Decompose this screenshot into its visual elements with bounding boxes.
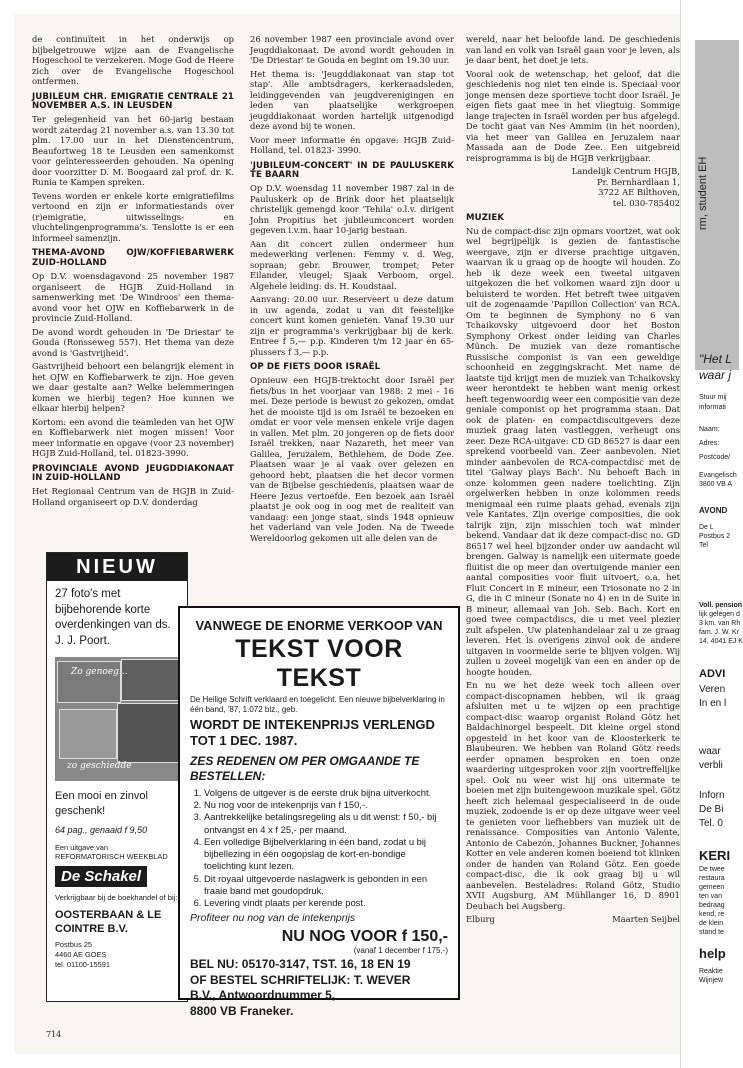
text-fragment: Evangelisch — [699, 472, 737, 479]
heading-fragment: ADVI — [699, 668, 726, 680]
tvt-profit-line: Profiteer nu nog van de intekenprijs — [190, 912, 356, 925]
text-fragment: fam. J. W. Kr — [699, 629, 740, 636]
col2-section2-title: OP DE FIETS DOOR ISRAËL — [250, 362, 381, 373]
nieuw-description: 27 foto's met bijbehorende korte overdenkingen van ds. J. J. Poort. — [55, 588, 171, 647]
form-label: Postcode/ — [699, 454, 731, 461]
schakel-logo-row — [55, 866, 179, 887]
text-fragment: kend, re — [699, 911, 725, 918]
tvt-price-note: (vanaf 1 december f 175,-) — [353, 946, 448, 956]
quote-fragment: "Het L — [699, 352, 732, 366]
text-fragment: Inforn — [699, 790, 725, 801]
text-fragment: Tel — [699, 542, 708, 549]
nieuw-publisher-name: OOSTERBAAN & LE COINTRE B.V. — [55, 908, 162, 935]
text-fragment: De twee — [699, 866, 725, 873]
heading-fragment: AVOND — [699, 506, 728, 515]
tvt-reason: 3. Aantrekkelijke betalingsregeling als u dit wenst: f 50,- bij ontvangst en 4 x f 25,- per maand. — [204, 811, 448, 835]
order-line: B.V., Antwoordnummer 5, — [190, 988, 336, 1003]
tvt-reasons-heading: ZES REDENEN OM PER OMGAANDE TE BESTELLEN: — [190, 754, 420, 783]
col2-section1-title: 'JUBILEUM-CONCERT' IN DE PAULUSKERK TE BAARN — [250, 160, 454, 181]
col2-p3: Voor meer informatie én opgave: HGJB Zuid-Holland, tel. 01823- 3990. — [250, 134, 454, 155]
text-fragment: De L — [699, 524, 714, 531]
order-line: BEL NU: 05170-3147, TST. 16, 18 EN 19 — [190, 957, 411, 972]
heading-fragment: help — [699, 946, 726, 961]
text-fragment: De Bi — [699, 804, 724, 815]
col1-section2-p4: Kortom: een avond die teamleden van het OJW en Koffiebarwerk niet mogen missen! Voor meer informatie en opgave (voor 23 november) HGJB Zuid-Holland, tel. 01823-3990. — [32, 416, 234, 458]
col3-section1-p1: Nu de compact-disc zijn opmars voortzet, wat ook wel begrijpelijk is gezien de fantastische weergave, zijn er diverse prachtige uitgaven, waarvan ik u graag op de hoogte wil houden. Zo heb ik deze week een tweetal uitgaven uitgekozen die het volkomen waard zijn door u beluisterd te worden. Het betreft twee uitgaven uit de zogenaamde 'Papillon Collection' van RCA. Om te beginnen de Symphony no 6 van Tchaikovsky uitgevoerd door het Boston Symphony Orkest onder leiding van Charles Münch. De muziek van deze romantische Russische componist is van een geweldige schoonheid en zeggingskracht. Met name de laatste tijd krijgt men de muziek van Tchaikovsky weer herontdekt te hebben want menig orkest heeft tegenwoordig weer een compositie van deze geniale componist op het programma staan. Dat ook de platen- en compactdiscuitgevers deze muziek graag laten vastleggen, verheugt ons zeer. Deze RCA-uitgave: CD GD 86527 is daar een sprekend voorbeeld van. Zeer aanbevolen. Niet minder aanbevolen de RCA-compactdisc met de titel 'Galway plays Bach'. Nu behoeft Bach in onze kolommen geen nadere toelichting. Zijn orgelwerken hebben in onze kolommen reeds menigmaal een ruime plaats gehad, evenals zijn vele Kantates. Zijn overige composities, die ook talrijk zijn, zijn misschien toch wat minder bekend. Vandaar dat ik deze compact-disc no. GD 86517 wel heel bijzonder onder uw aandacht wil brengen. Galway is namelijk een uitermate goede fluitist die op meer dan overtuigende manier een aantal composities voor fluit uitvoert, o.a. het Fluit Concert in E mineur, een Triosonate no 2 in G, die in C mineur (Sonate no 4) en in de Suite in B mineur, allemaal van Joh. Seb. Bach. Kort en goed twee compactdiscs, die u met veel plezier zult afspelen. Uw platenhandelaar zal u ze graag leveren. Het is overigens zinvol ook de andere uitgaven in voormelde serie te blijven volgen. Wij zullen u zoveel mogelijk van een en ander op de hoogte houden. — [466, 225, 680, 677]
col1-section3-title: PROVINCIALE AVOND JEUGDDIAKONAAT IN ZUID-HOLLAND — [32, 463, 234, 484]
col1-section1-p1: Ter gelegenheid van het 60-jarig bestaan wordt zaterdag 21 november a.s. van 13.30 tot plm. 17.00 uur in het Dienstencentrum, Beaufortweg 18 te Leusden een samenkomst voor geïnteresseerden gehouden. Na opening door voorzitter D. M. Boogaard zal prof. dr. K. Runia te Kampen spreken. — [32, 114, 234, 188]
text-fragment: 3800 VB A — [699, 481, 733, 488]
text-fragment: verbli — [699, 760, 723, 771]
tvt-reason: 1. Volgens de uitgever is de eerste druk bijna uitverkocht. — [204, 787, 448, 799]
col2-section1-p1: Op D.V. woensdag 11 november 1987 zal in de Pauluskerk op de Brink door het plaatselijk christelijk gemengd koor 'Tehila' o.l.v. dirigent John Propitius het jubileumconcert worden gegeven i.v.m. haar 10-jarig bestaan. — [250, 183, 454, 236]
signature-place: Elburg — [466, 914, 495, 925]
form-label: Adres: — [699, 440, 720, 447]
col2-p2: Het thema is: 'Jeugddiakonaat van stap tot stap'. Alle ambtsdragers, kerkeraadsleden, leidinggevenden van jeugdverenigingen en leden van plaatselijke werkgroepen jeugddiakonaat worden hartelijk uitgenodigd deze avond bij te wonen. — [250, 68, 454, 131]
hgjb-address — [466, 166, 680, 208]
tekst-voor-tekst-advertisement — [178, 606, 460, 1018]
tvt-price: NU NOG VOOR f 150,- — [281, 928, 448, 946]
signature — [466, 914, 680, 925]
nieuw-header: NIEUW — [47, 553, 187, 581]
text-fragment: waar — [699, 746, 721, 757]
order-line: 8800 VB Franeker. — [190, 1003, 294, 1018]
order-line: OF BESTEL SCHRIFTELIJK: T. WEVER — [190, 972, 411, 987]
text-fragment: 14, 4041 EJ K — [699, 638, 743, 645]
col1-section2-p3: Gastvrijheid behoort een belangrijk element in het OJW en Koffiebarwerk te zijn. Hoe geven we daar gestalte aan? Welke belemmeringen komen we hierbij tegen? Hoe kunnen we elkaar hierbij helpen? — [32, 361, 234, 413]
address-line: tel. 01100-15591 — [55, 960, 110, 970]
text-fragment: Voll. pension — [699, 602, 743, 609]
text-fragment: Postbus 2 — [699, 533, 731, 540]
col1-section1-p2: Tevens worden er enkele korte emigratiefilms vertoond en zijn er informatiestands over (r)emigratie, uitwisselings- en vluchtelingenprogramma's. Tenslotte is er een informeel samenzijn. — [32, 190, 234, 243]
text-fragment: de klein — [699, 920, 724, 927]
text-fragment: Wijnjew — [699, 977, 724, 984]
nieuw-address — [47, 938, 187, 972]
schakel-logo: De Schakel — [55, 866, 147, 887]
nieuw-advertisement — [46, 552, 188, 1002]
photo-collage — [55, 657, 179, 781]
text-fragment: gemeen — [699, 884, 725, 891]
photo — [121, 659, 185, 701]
col1-intro: de continuïteit in het onderwijs op bijbelgetrouwe wijze aan de Evangelische Hogeschool te verzekeren. Moge God de Heere zich over de Evangelische Hogeschool ontfermen. — [32, 34, 234, 86]
nieuw-publisher-note: Een uitgave van REFORMATORISCH WEEKBLAD — [55, 842, 168, 862]
col1-section2-title: THEMA-AVOND OJW/KOFFIEBARWERK ZUID-HOLLAND — [32, 248, 234, 269]
text-fragment: Tel. 0 — [699, 818, 723, 829]
col3-section1-title: MUZIEK — [466, 213, 505, 223]
text-fragment: stand te — [699, 929, 724, 936]
address-line: 4460 AE GOES — [55, 950, 107, 960]
col2-section1-p2: Aan dit concert zullen ondermeer hun medewerking verlenen: Femmy v. d. Weg, sopraan; gebr. Brouwer, trompet; Peter Eilander, vleugel; Sjaak Verboom, orgel. Algehele leiding: ds. H. Koudstaal. — [250, 238, 454, 291]
tvt-extension-notice: WORDT DE INTEKENPRIJS VERLENGD TOT 1 DEC. 1987. — [190, 717, 435, 748]
text-fragment: lijk gelegen d — [699, 611, 740, 618]
nieuw-gift-text: Een mooi en zinvol geschenk! — [55, 790, 148, 817]
signature-name: Maarten Seijbel — [612, 914, 680, 925]
col1-section2-p1: Op D.V. woensdagavond 25 november 1987 organiseert de HGJB Zuid-Holland in samenwerking met 'De Windroos' een thema-avond voor het OJW en Koffiebarwerk in de provincie Zuid-Holland. — [32, 271, 234, 323]
text-fragment: Reaktie — [699, 968, 723, 975]
tvt-title: TEKST VOOR TEKST — [235, 635, 403, 692]
photo — [59, 709, 117, 759]
column-1 — [32, 34, 234, 510]
col2-p1: 26 november 1987 een provinciale avond over Jeugddiakonaat. De avond wordt gehouden in 'De Driestar' te Gouda en begint om 19.30 uur. — [250, 34, 454, 65]
text-fragment: ten van — [699, 893, 722, 900]
col2-section1-p3: Aanvang: 20.00 uur. Reserveert u deze datum in uw agenda, zodat u van dit feestelijke concert kunt komen genieten. Vanaf 19.30 uur zijn er programma's verkrijgbaar bij de kerk. Entree f 5,— p.p. Kinderen t/m 12 jaar en 65-plussers f 3,— p.p. — [250, 294, 454, 357]
nieuw-availability: Verkrijgbaar bij de boekhandel of bij: — [55, 893, 178, 902]
text-fragment: Stuur mij — [699, 394, 727, 401]
address-line: Landelijk Centrum HGJB, — [571, 166, 680, 176]
col3-p1: wereld, naar het beloofde land. De geschiedenis van land en volk van Israël gaan voor je leven, als je daar bent, het doet je iets. — [466, 34, 680, 65]
tvt-intro: De Heilige Schrift verklaard en toegelicht. Een nieuwe bijbelverklaring in één band, '87, 1.072 blz., geb. — [190, 695, 445, 714]
text-fragment: In en l — [699, 698, 727, 709]
col1-section3-p1: Het Regionaal Centrum van de HGJB in Zuid-Holland organiseert op D.V. donderdag — [32, 486, 234, 507]
col2-section2-p1: Opnieuw een HGJB-trektocht door Israël per fiets/bus in het voorjaar van 1988: 2 mei - 16 mei. Deze periode is bewust zo gekozen, omdat het de mooiste tijd is om Israël te bezoeken en omdat er voor vele mensen enkele vrije dagen in vallen. Met plm. 20 jongeren op de fiets door Israël trekken, naar Nazareth, het meer van Galilea, Jeruzalem, Bethlehem, de Dode Zee. Plaatsen waar je al vaak over gelezen en gehoord hebt, plaatsen die het decor vormen van de Bijbelse geschiedenis, plaatsen waar de Heere Jezus vertoefde. Een bezoek aan Israël plaatst je ook oog in oog met de realiteit van vandaag: een jonge staat, sinds 1948 opnieuw het vaderland van vele Joden. Na de Tweede Wereldoorlog gekomen uit alle delen van de — [250, 375, 454, 543]
col3-p2: Vooral ook de wetenschap, het geloof, dat die geschiedenis nog niet ten einde is. Speciaal voor jonge mensen deze sportieve tocht door Israël. Je eigen fiets gaat mee in het vliegtuig. Sommige lange trajecten in Israël worden per bus afgelegd. De tocht gaat van Nes Ammim (in het noorden), via het meer van Galilea en Jeruzalem naar Massada aan de Dode Zee. Een uitgebreid reisprogramma is bij de HGJB verkrijgbaar. — [466, 68, 680, 163]
address-line: Pr. Bernhardlaan 1, — [596, 176, 680, 187]
heading-fragment: KERI — [699, 848, 731, 863]
text-fragment: bedraag — [699, 902, 725, 909]
quote-fragment: waar j — [699, 368, 732, 382]
photo-caption: Zo genoeg... — [71, 667, 128, 678]
magazine-page — [14, 14, 680, 1054]
column-2 — [250, 34, 454, 546]
address-line: tel. 030-785402 — [612, 197, 680, 208]
photo-caption: rm, student EH — [697, 156, 709, 230]
text-fragment: Veren — [699, 684, 726, 695]
tvt-kicker: VANWEGE DE ENORME VERKOOP VAN — [195, 618, 443, 633]
text-fragment: informati — [699, 404, 726, 411]
tvt-reason: 2. Nu nog voor de intekenprijs van f 150,-. — [204, 799, 448, 811]
photo — [117, 703, 183, 763]
col1-section1-title: JUBILEUM CHR. EMIGRATIE CENTRALE 21 NOVEMBER A.S. IN LEUSDEN — [32, 91, 234, 112]
tvt-reason: 5. Dit royaal uitgevoerde naslagwerk is gebonden in een fraaie band met goudopdruk. — [204, 873, 448, 897]
adjacent-page-edge — [680, 0, 743, 1068]
photo-caption: zo geschiedde — [67, 761, 132, 772]
form-label: Naam: — [699, 426, 720, 433]
nieuw-price: 64 pag., genaaid f 9,50 — [55, 824, 148, 835]
col3-section1-p2: En nu we het deze week toch alleen over compact-discopnamen hebben, wil ik graag afsluiten met u te wijzen op een prachtige compact-disc waarop organist Roland Götz het Baldachinorgel bespeelt. Dit kleine orgel stond opgesteld in het koor van de Kloosterkerk te Blaubeuren. We hebben van Roland Götz reeds eerder opnamen besproken en toen onze waardering uitgesproken voor zijn voortreffelijke spel. Ook nu weer wist hij ons uitermate te boeien met zijn buitengewoon muzikale spel. Götz heeft zich helemaal gespecialiseerd in de oude muziek, zodoende is er op deze uitgave weer veel te genieten voor liefhebbers van muziek uit de renaissance. Composities van Antonio Valente, Antonio de Cabezón, Johannes Buckner, Johannes Kotter en vele anderen komen boeiend tot klinken onder de handen van Roland Götz. Een goede compact-disc, die ik ook graag bij u wil aanbevelen. Besteladres: Roland Götz, Studio XVII Augsburg, AM Mühllanger 16, D 8901 Deubach bei Augsberg. — [466, 680, 680, 911]
col1-section2-p2: De avond wordt gehouden in 'De Driestar' te Gouda (Ronsseweg 557). Het thema van deze avond is 'Gastvrijheid'. — [32, 326, 234, 358]
page-number: 714 — [46, 1030, 62, 1039]
column-3 — [466, 34, 680, 925]
tvt-reason: 6. Levering vindt plaats per kerende post. — [204, 897, 448, 909]
text-fragment: restaura — [699, 875, 725, 882]
tvt-reason: 4. Een volledige Bijbelverklaring in één band, zodat u bij bijbellezing in één oogopslag de kort-en-bondige toelichting kunt lezen. — [204, 836, 448, 873]
text-fragment: 3 km. van Rh — [699, 620, 741, 627]
tvt-reasons-list — [190, 787, 448, 909]
tvt-order-info — [190, 957, 448, 1019]
address-line: Postbus 25 — [55, 940, 92, 950]
address-line: 3722 AE Bilthoven, — [598, 187, 680, 197]
